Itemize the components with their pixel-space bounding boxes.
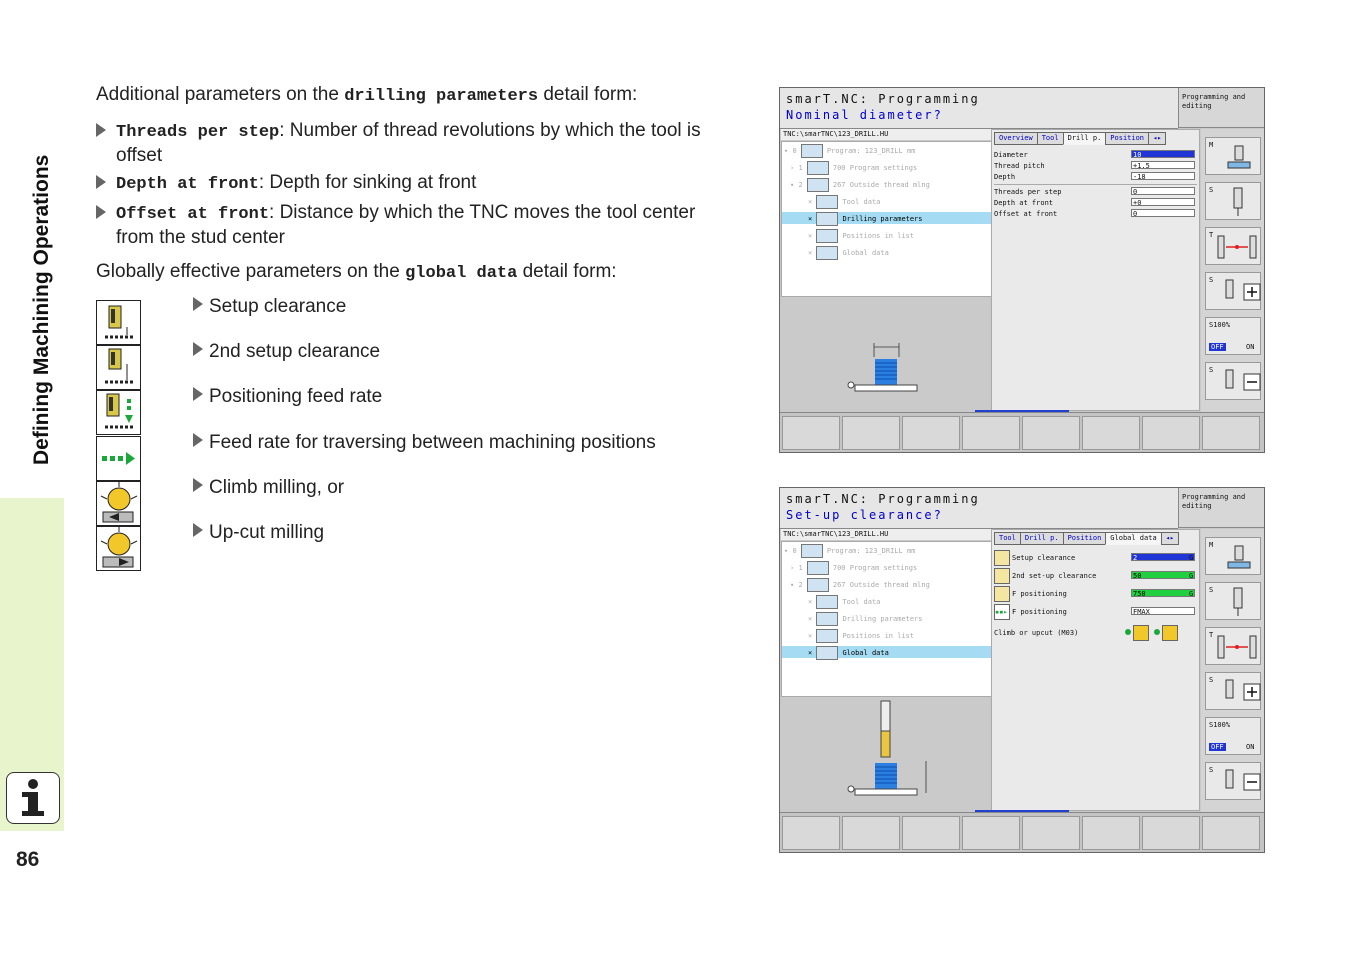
detail-form <box>991 129 1200 411</box>
softkey-5[interactable] <box>1022 416 1080 450</box>
softkey-7[interactable] <box>1142 816 1200 850</box>
graphic-preview <box>781 697 990 809</box>
upcut-radio[interactable] <box>1154 629 1160 635</box>
spindle-button[interactable]: S <box>1205 182 1261 220</box>
screenshot-global-data <box>779 487 1265 853</box>
screen-header: smarT.NC: Programming Nominal diameter? <box>780 88 1178 129</box>
softkey-6[interactable] <box>1082 816 1140 850</box>
tab-position[interactable]: Position <box>1063 532 1107 545</box>
field-setup-clearance: Setup clearance 2 G <box>994 550 1194 566</box>
spindle-button[interactable]: S <box>1205 582 1261 620</box>
mode-indicator: Programming and editing <box>1178 488 1264 528</box>
field-f-traverse: ▪▪▸ F positioning FMAX <box>994 604 1194 620</box>
screenshot-drilling-parameters <box>779 87 1265 453</box>
softkey-5[interactable] <box>1022 816 1080 850</box>
screen-header: smarT.NC: Programming Set-up clearance? <box>780 488 1178 529</box>
climb-milling-icon <box>96 481 141 526</box>
detail-form <box>991 529 1200 811</box>
program-tree <box>781 541 992 697</box>
intro-global: Globally effective parameters on the global data detail form: <box>96 261 617 283</box>
spindle-plus-button[interactable]: S <box>1205 272 1261 310</box>
softkey-4[interactable] <box>962 416 1020 450</box>
softkey-1[interactable] <box>782 816 840 850</box>
bullet-depth-at-front: Depth at front: Depth for sinking at front <box>116 172 477 194</box>
intro-drilling: Additional parameters on the drilling parameters detail form: <box>96 84 638 106</box>
list-item-2nd-setup-clearance: 2nd setup clearance <box>193 341 380 363</box>
setup-clearance-icon <box>994 550 1010 566</box>
field-offset-at-front: Offset at front 0 <box>994 209 1194 219</box>
softkey-row <box>780 812 1264 853</box>
tab-drill-parameters[interactable]: Drill p. <box>1063 132 1107 145</box>
tree-item[interactable]: ▾ 2 267 Outside thread mlng <box>790 578 930 590</box>
tab-overview[interactable]: Overview <box>994 132 1038 145</box>
tree-item[interactable]: › 1 700 Program settings <box>790 561 917 573</box>
softkey-row <box>780 412 1264 453</box>
bullet-offset-at-front: Offset at front: Distance by which the TNC moves the tool center from the stud center <box>116 202 696 248</box>
softkey-8[interactable] <box>1202 416 1260 450</box>
softkey-1[interactable] <box>782 416 840 450</box>
softkey-8[interactable] <box>1202 816 1260 850</box>
tab-global-data[interactable]: Global data <box>1105 532 1161 545</box>
list-item-setup-clearance: Setup clearance <box>193 296 346 318</box>
m-function-button[interactable]: M <box>1205 137 1261 175</box>
form-tabs <box>994 132 1165 144</box>
tab-scroll-icon[interactable]: ◂▸ <box>1148 132 1166 145</box>
tab-scroll-icon[interactable]: ◂▸ <box>1161 532 1179 545</box>
tool-button[interactable]: T <box>1205 627 1261 665</box>
section-title: Defining Machining Operations <box>30 154 53 465</box>
tree-item-selected[interactable]: × Global data <box>782 646 991 658</box>
file-path: TNC:\smarTNC\123_DRILL.HU <box>781 129 992 140</box>
file-path: TNC:\smarTNC\123_DRILL.HU <box>781 529 992 540</box>
side-softkeys <box>1201 529 1264 812</box>
tree-item[interactable]: × Positions in list <box>808 629 914 641</box>
field-f-positioning: F positioning 750 G <box>994 586 1194 602</box>
softkey-2[interactable] <box>842 816 900 850</box>
tool-button[interactable]: T <box>1205 227 1261 265</box>
field-depth-at-front: Depth at front +0 <box>994 198 1194 208</box>
traverse-feed-icon <box>96 436 141 481</box>
graphic-preview <box>781 297 990 409</box>
tab-tool[interactable]: Tool <box>994 532 1021 545</box>
positioning-feed-icon <box>96 390 141 435</box>
setup-clearance-icon <box>96 300 141 345</box>
tree-item[interactable]: ▾ 2 267 Outside thread mlng <box>790 178 930 190</box>
page-number: 86 <box>16 848 40 871</box>
softkey-2[interactable] <box>842 416 900 450</box>
field-climb-upcut: Climb or upcut (M03) <box>994 625 1194 641</box>
traverse-feed-icon: ▪▪▸ <box>994 604 1010 620</box>
spindle-minus-button[interactable]: S <box>1205 762 1261 800</box>
bullet-arrow-icon <box>96 123 106 137</box>
bullet-arrow-icon <box>96 205 106 219</box>
field-threads-per-step: Threads per step 0 <box>994 187 1194 197</box>
list-item-traverse-feed: Feed rate for traversing between machining positions <box>193 432 656 454</box>
spindle-override-toggle[interactable]: S100% OFF ON <box>1205 317 1261 355</box>
upcut-milling-icon <box>96 526 141 571</box>
upcut-milling-icon <box>1162 625 1178 641</box>
bullet-arrow-icon <box>96 175 106 189</box>
spindle-override-toggle[interactable]: S100% OFF ON <box>1205 717 1261 755</box>
tree-item[interactable]: ▾ 0 Program: 123_DRILL mm <box>784 544 915 556</box>
tree-item[interactable]: ▾ 0 Program: 123_DRILL mm <box>784 144 915 156</box>
field-diameter: Diameter 10 <box>994 150 1194 160</box>
tree-item[interactable]: × Global data <box>808 246 889 258</box>
tree-item-selected[interactable]: × Drilling parameters <box>782 212 991 224</box>
softkey-6[interactable] <box>1082 416 1140 450</box>
second-setup-clearance-icon <box>96 345 141 390</box>
info-icon <box>6 772 60 824</box>
tab-drill-parameters[interactable]: Drill p. <box>1020 532 1064 545</box>
softkey-7[interactable] <box>1142 416 1200 450</box>
positioning-feed-icon <box>994 586 1010 602</box>
field-depth: Depth -18 <box>994 172 1194 182</box>
list-item-climb-milling: Climb milling, or <box>193 477 344 499</box>
climb-milling-icon <box>1133 625 1149 641</box>
climb-radio[interactable] <box>1125 629 1131 635</box>
tree-item[interactable]: × Drilling parameters <box>808 612 923 624</box>
field-thread-pitch: Thread pitch +1.5 <box>994 161 1194 171</box>
m-function-button[interactable]: M <box>1205 537 1261 575</box>
second-setup-clearance-icon <box>994 568 1010 584</box>
softkey-3[interactable] <box>902 416 960 450</box>
spindle-minus-button[interactable]: S <box>1205 362 1261 400</box>
list-item-positioning-feed: Positioning feed rate <box>193 386 382 408</box>
tree-item[interactable]: › 1 700 Program settings <box>790 161 917 173</box>
spindle-plus-button[interactable]: S <box>1205 672 1261 710</box>
tree-item[interactable]: × Positions in list <box>808 229 914 241</box>
bullet-threads-per-step: Threads per step: Number of thread revolutions by which the tool is offset <box>116 120 701 166</box>
divider <box>994 184 1197 185</box>
field-2nd-setup-clearance: 2nd set-up clearance 50 G <box>994 568 1194 584</box>
tab-tool[interactable]: Tool <box>1037 132 1064 145</box>
tree-item[interactable]: × Tool data <box>808 195 880 207</box>
program-tree <box>781 141 992 297</box>
tab-position[interactable]: Position <box>1105 132 1149 145</box>
tree-item[interactable]: × Tool data <box>808 595 880 607</box>
softkey-3[interactable] <box>902 816 960 850</box>
side-softkeys <box>1201 129 1264 412</box>
softkey-4[interactable] <box>962 816 1020 850</box>
form-tabs <box>994 532 1178 544</box>
list-item-upcut-milling: Up-cut milling <box>193 522 324 544</box>
mode-indicator: Programming and editing <box>1178 88 1264 128</box>
